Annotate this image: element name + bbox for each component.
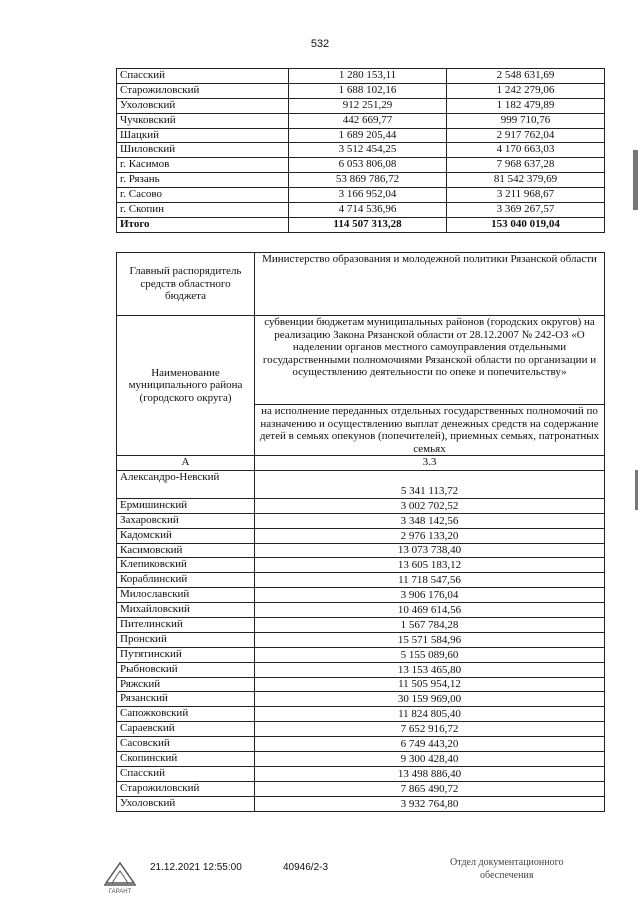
- top-table: [116, 68, 605, 233]
- row-value-2: 999 710,76: [447, 113, 605, 128]
- total-row: [117, 217, 605, 232]
- table-row: [117, 781, 605, 796]
- municipality-value: 3 932 764,80: [255, 796, 605, 811]
- footer-datetime: 21.12.2021 12:55:00: [150, 862, 242, 873]
- table-row: [117, 69, 605, 84]
- row-value-2: 1 242 279,06: [447, 83, 605, 98]
- row-value-1: 1 689 205,44: [289, 128, 447, 143]
- table-row: [117, 662, 605, 677]
- row-name: г. Касимов: [117, 158, 289, 173]
- row-name: Чучковский: [117, 113, 289, 128]
- row-name: Ухоловский: [117, 98, 289, 113]
- table-row: [117, 722, 605, 737]
- table-row: [117, 737, 605, 752]
- row-name: г. Скопин: [117, 203, 289, 218]
- municipality-value: 7 652 916,72: [255, 722, 605, 737]
- municipality-name: Сапожковский: [117, 707, 255, 722]
- row-value-2: 3 369 267,57: [447, 203, 605, 218]
- total-label: Итого: [117, 217, 289, 232]
- row-value-1: 4 714 536,96: [289, 203, 447, 218]
- main-table: [116, 252, 605, 812]
- row-value-1: 442 669,77: [289, 113, 447, 128]
- row-value-1: 6 053 806,08: [289, 158, 447, 173]
- municipality-value: 1 567 784,28: [255, 618, 605, 633]
- table-row: [117, 618, 605, 633]
- row-name: Шиловский: [117, 143, 289, 158]
- row-name: Старожиловский: [117, 83, 289, 98]
- row-value-2: 81 542 379,69: [447, 173, 605, 188]
- row-value-2: 4 170 663,03: [447, 143, 605, 158]
- municipality-name: Рязанский: [117, 692, 255, 707]
- municipality-name: Пителинский: [117, 618, 255, 633]
- municipality-name: Спасский: [117, 766, 255, 781]
- municipality-value: 7 865 490,72: [255, 781, 605, 796]
- row-value-2: 2 917 762,04: [447, 128, 605, 143]
- subvention-text-cell: субвенции бюджетам муниципальных районов (городских округов) на реализацию Закона Рязанской области от 28.12.2007 № 242-ОЗ «О наделении органов местного самоуправления отдельными государственными полномочиями Рязанской области по организации и осуществлению деятельности по опеке и попечительству»: [255, 316, 605, 405]
- municipality-value: 15 571 584,96: [255, 632, 605, 647]
- municipality-name: Пронский: [117, 632, 255, 647]
- table-row: [117, 513, 605, 528]
- table-row: [117, 113, 605, 128]
- municipality-name: Кадомский: [117, 528, 255, 543]
- garant-logo: [100, 855, 140, 900]
- row-value-1: 3 166 952,04: [289, 188, 447, 203]
- table-row: [117, 558, 605, 573]
- table-row: [117, 677, 605, 692]
- table-row: [117, 647, 605, 662]
- row-name: Шацкий: [117, 128, 289, 143]
- row-name: г. Рязань: [117, 173, 289, 188]
- row-value-1: 3 512 454,25: [289, 143, 447, 158]
- municipality-value: 11 718 547,56: [255, 573, 605, 588]
- row-value-1: 1 688 102,16: [289, 83, 447, 98]
- table-row: [117, 158, 605, 173]
- municipality-value: 13 498 886,40: [255, 766, 605, 781]
- total-value-2: 153 040 019,04: [447, 217, 605, 232]
- distributor-label-cell: Главный распорядитель средств областного бюджета: [117, 253, 255, 316]
- municipality-value: 3 002 702,52: [255, 498, 605, 513]
- row-name: Спасский: [117, 69, 289, 84]
- municipality-name: Касимовский: [117, 543, 255, 558]
- municipality-name: Кораблинский: [117, 573, 255, 588]
- municipality-value: 3 906 176,04: [255, 588, 605, 603]
- municipality-name: Клепиковский: [117, 558, 255, 573]
- municipality-value: 9 300 428,40: [255, 752, 605, 767]
- table-row: [117, 796, 605, 811]
- table-row: [117, 766, 605, 781]
- column-a-header: А: [117, 456, 255, 471]
- row-value-2: 3 211 968,67: [447, 188, 605, 203]
- table-row: [117, 632, 605, 647]
- row-value-1: 1 280 153,11: [289, 69, 447, 84]
- municipality-name: Захаровский: [117, 513, 255, 528]
- row-value-1: 912 251,29: [289, 98, 447, 113]
- municipality-value: 11 824 805,40: [255, 707, 605, 722]
- municipality-name: Сасовский: [117, 737, 255, 752]
- table-row: [117, 528, 605, 543]
- table-row: [117, 470, 605, 498]
- municipality-name: Путятинский: [117, 647, 255, 662]
- municipality-name: Ухоловский: [117, 796, 255, 811]
- footer-doc-id: 40946/2-3: [283, 862, 329, 873]
- page-number: 532: [310, 38, 330, 50]
- municipality-name: Скопинский: [117, 752, 255, 767]
- municipality-name: Михайловский: [117, 603, 255, 618]
- municipality-value: 3 348 142,56: [255, 513, 605, 528]
- municipality-name: Ермишинский: [117, 498, 255, 513]
- scan-margin-mark: [635, 470, 638, 510]
- table-row: [117, 707, 605, 722]
- column-b-header: 3.3: [255, 456, 605, 471]
- municipality-value: 11 505 954,12: [255, 677, 605, 692]
- table-row: [117, 128, 605, 143]
- footer-dept-stamp: [450, 856, 563, 882]
- row-value-2: 7 968 637,28: [447, 158, 605, 173]
- municipality-name: Александро-Невский: [117, 470, 255, 498]
- municipality-value: 13 153 465,80: [255, 662, 605, 677]
- municipality-name: Старожиловский: [117, 781, 255, 796]
- table-row: [117, 143, 605, 158]
- municipality-name: Милославский: [117, 588, 255, 603]
- distributor-value-cell: Министерство образования и молодежной политики Рязанской области: [255, 253, 605, 316]
- municipality-value: 5 155 089,60: [255, 647, 605, 662]
- municipality-value: 2 976 133,20: [255, 528, 605, 543]
- table-row: [117, 173, 605, 188]
- municipality-value: 30 159 969,00: [255, 692, 605, 707]
- scan-margin-mark: [633, 150, 638, 210]
- table-row: [117, 203, 605, 218]
- municipality-value: 6 749 443,20: [255, 737, 605, 752]
- table-row: [117, 543, 605, 558]
- table-row: [117, 692, 605, 707]
- logo-caption: ГАРАНТ: [108, 889, 132, 895]
- row-value-2: 1 182 479,89: [447, 98, 605, 113]
- municipality-name: Сараевский: [117, 722, 255, 737]
- table-row: [117, 603, 605, 618]
- table-row: [117, 83, 605, 98]
- municipality-value: 10 469 614,56: [255, 603, 605, 618]
- dept-line-2: обеспечения: [480, 870, 534, 881]
- municipality-value: 5 341 113,72: [255, 470, 605, 498]
- table-row: [117, 752, 605, 767]
- table-row: [117, 498, 605, 513]
- table-row: [117, 188, 605, 203]
- row-value-2: 2 548 631,69: [447, 69, 605, 84]
- purpose-text-cell: на исполнение переданных отдельных государственных полномочий по назначению и осуществлению выплат денежных средств на содержание детей в семьях опекунов (попечителей), приемных семьях, патронатных семьях: [255, 405, 605, 456]
- row-value-1: 53 869 786,72: [289, 173, 447, 188]
- dept-line-1: Отдел документационного: [450, 857, 564, 868]
- municipality-name: Рыбновский: [117, 662, 255, 677]
- table-row: [117, 573, 605, 588]
- municipality-name: Ряжский: [117, 677, 255, 692]
- table-row: [117, 98, 605, 113]
- total-value-1: 114 507 313,28: [289, 217, 447, 232]
- municipality-label-cell: Наименование муниципального района (городского округа): [117, 316, 255, 456]
- municipality-value: 13 073 738,40: [255, 543, 605, 558]
- municipality-value: 13 605 183,12: [255, 558, 605, 573]
- row-name: г. Сасово: [117, 188, 289, 203]
- table-row: [117, 588, 605, 603]
